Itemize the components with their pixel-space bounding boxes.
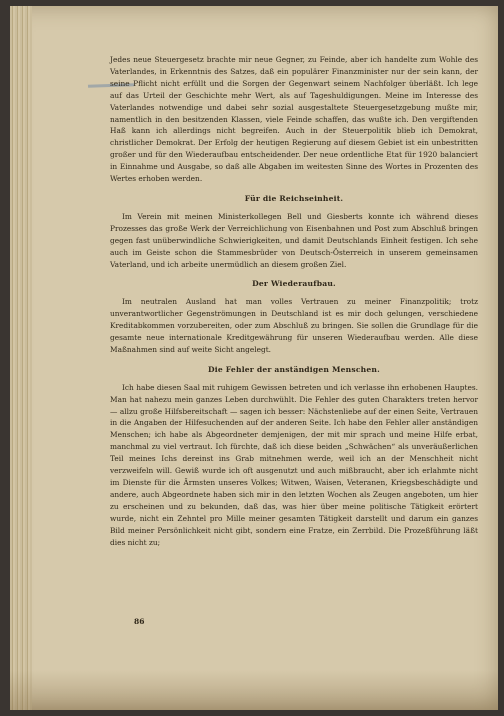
page-text xyxy=(110,54,478,548)
page-number: 86 xyxy=(134,617,145,626)
page-shadow xyxy=(10,670,498,710)
section-heading: Die Fehler der anständigen Menschen. xyxy=(208,364,380,374)
paragraph: Im Verein mit meinen Ministerkollegen Bell und Giesberts konnte ich während dieses Prozesses das große Werk der Verreichlichung von Eisenbahnen und Post zum Abschluß bringen gegen fast unüberwindliche Schwierigkeiten, und damit Deutschlands Einheit festigen. Ich sehe auch im Geiste schon die Stammesbrüder von Deutsch-Österreich in unserem gemeinsamen Vaterland, und ich arbeite unermüdlich an diesem großen Ziel. xyxy=(110,211,478,269)
paragraph: Ich habe diesen Saal mit ruhigem Gewissen betreten und ich verlasse ihn erhobenen Hauptes. Man hat nahezu mein ganzes Leben durchwühlt. Die Fehler des guten Charakters treten hervor — allzu große Hilfsbereitschaft — sagen ich besser: Nächstenliebe auf der einen Seite, Vertrauen in die Angaben der Hilfesuchenden auf der anderen Seite. Ich habe den Fehler aller anständigen Menschen; ich habe als Abgeordneter demjenigen, der mit mir sprach und meine Hilfe erbat, manchmal zu viel vertraut. Ich fürchte, daß ich diese beiden „Schwächen“ als unveräußerlichen Teil meines Ichs dereinst ins Grab mitnehmen werde, weil ich an der Menschheit nicht verzweifeln will. Gewiß wurde ich oft ausgenutzt und auch mißbraucht, aber ich erlahmte nicht im Dienste für die Ärmsten unseres Volkes; Witwen, Waisen, Veteranen, Kriegsbeschädigte und andere, auch Abgeordnete haben sich mir in den letzten Wochen als Zeugen angeboten, um hier zu erscheinen und zu bekunden, daß das, was hier über meine politische Tätigkeit erörtert wurde, nicht ein Zehntel pro Mille meiner gesamten Tätigkeit darstellt und darum ein ganzes Bild meiner Persönlichkeit nicht gibt, sondern eine Fratze, ein Zerrbild. Die Prozeßführung läßt dies nicht zu; xyxy=(110,382,478,547)
paragraph: Im neutralen Ausland hat man volles Vertrauen zu meiner Finanzpolitik; trotz unverantwortlicher Gegenströmungen in Deutschland ist es mir doch gelungen, verschiedene Kreditabkommen vorzubereiten, oder zum Abschluß zu bringen. Sie sollen die Grundlage für die gesamte neue internationale Kreditgewährung für unseren Wiederaufbau werden. Alle diese Maßnahmen sind auf weite Sicht angelegt. xyxy=(110,297,478,354)
section-heading: Für die Reichseinheit. xyxy=(244,193,344,203)
section-heading: Der Wiederaufbau. xyxy=(252,279,336,289)
page-edge xyxy=(10,6,32,710)
book-page xyxy=(10,6,498,710)
paragraph: Jedes neue Steuergesetz brachte mir neue Gegner, zu Feinde, aber ich handelte zum Wohle des Vaterlandes, in Erkenntnis des Satzes, daß ein populärer Finanzminister nur der sein kann, der seine Pflicht nicht erfüllt und die Sorgen der Gegenwart seinem Nachfolger überläßt. Ich lege auf das Urteil der Geschichte mehr Wert, als auf Tageshuldigungen. Meine im Interesse des Vaterlandes notwendige und dabei sehr sozial ausgestaltete Steuergesetzgebung mußte mir, namentlich in den besitzenden Klassen, viele Feinde schaffen, das wußte ich. Den vergiftenden Haß kann ich allerdings nicht begreifen. Auch in der Steuerpolitik blieb ich Demokrat, christlicher Demokrat. Der Erfolg der heutigen Regierung auf diesem Gebiet ist ein unbestritten großer und für den Wiederaufbau entscheidender. Der neue ordentliche Etat für 1920 balanciert in Einnahme und Ausgabe, so daß alle Abgaben im weitesten Sinne des Wortes in Prozenten des Wertes erhoben werden. xyxy=(110,55,478,184)
